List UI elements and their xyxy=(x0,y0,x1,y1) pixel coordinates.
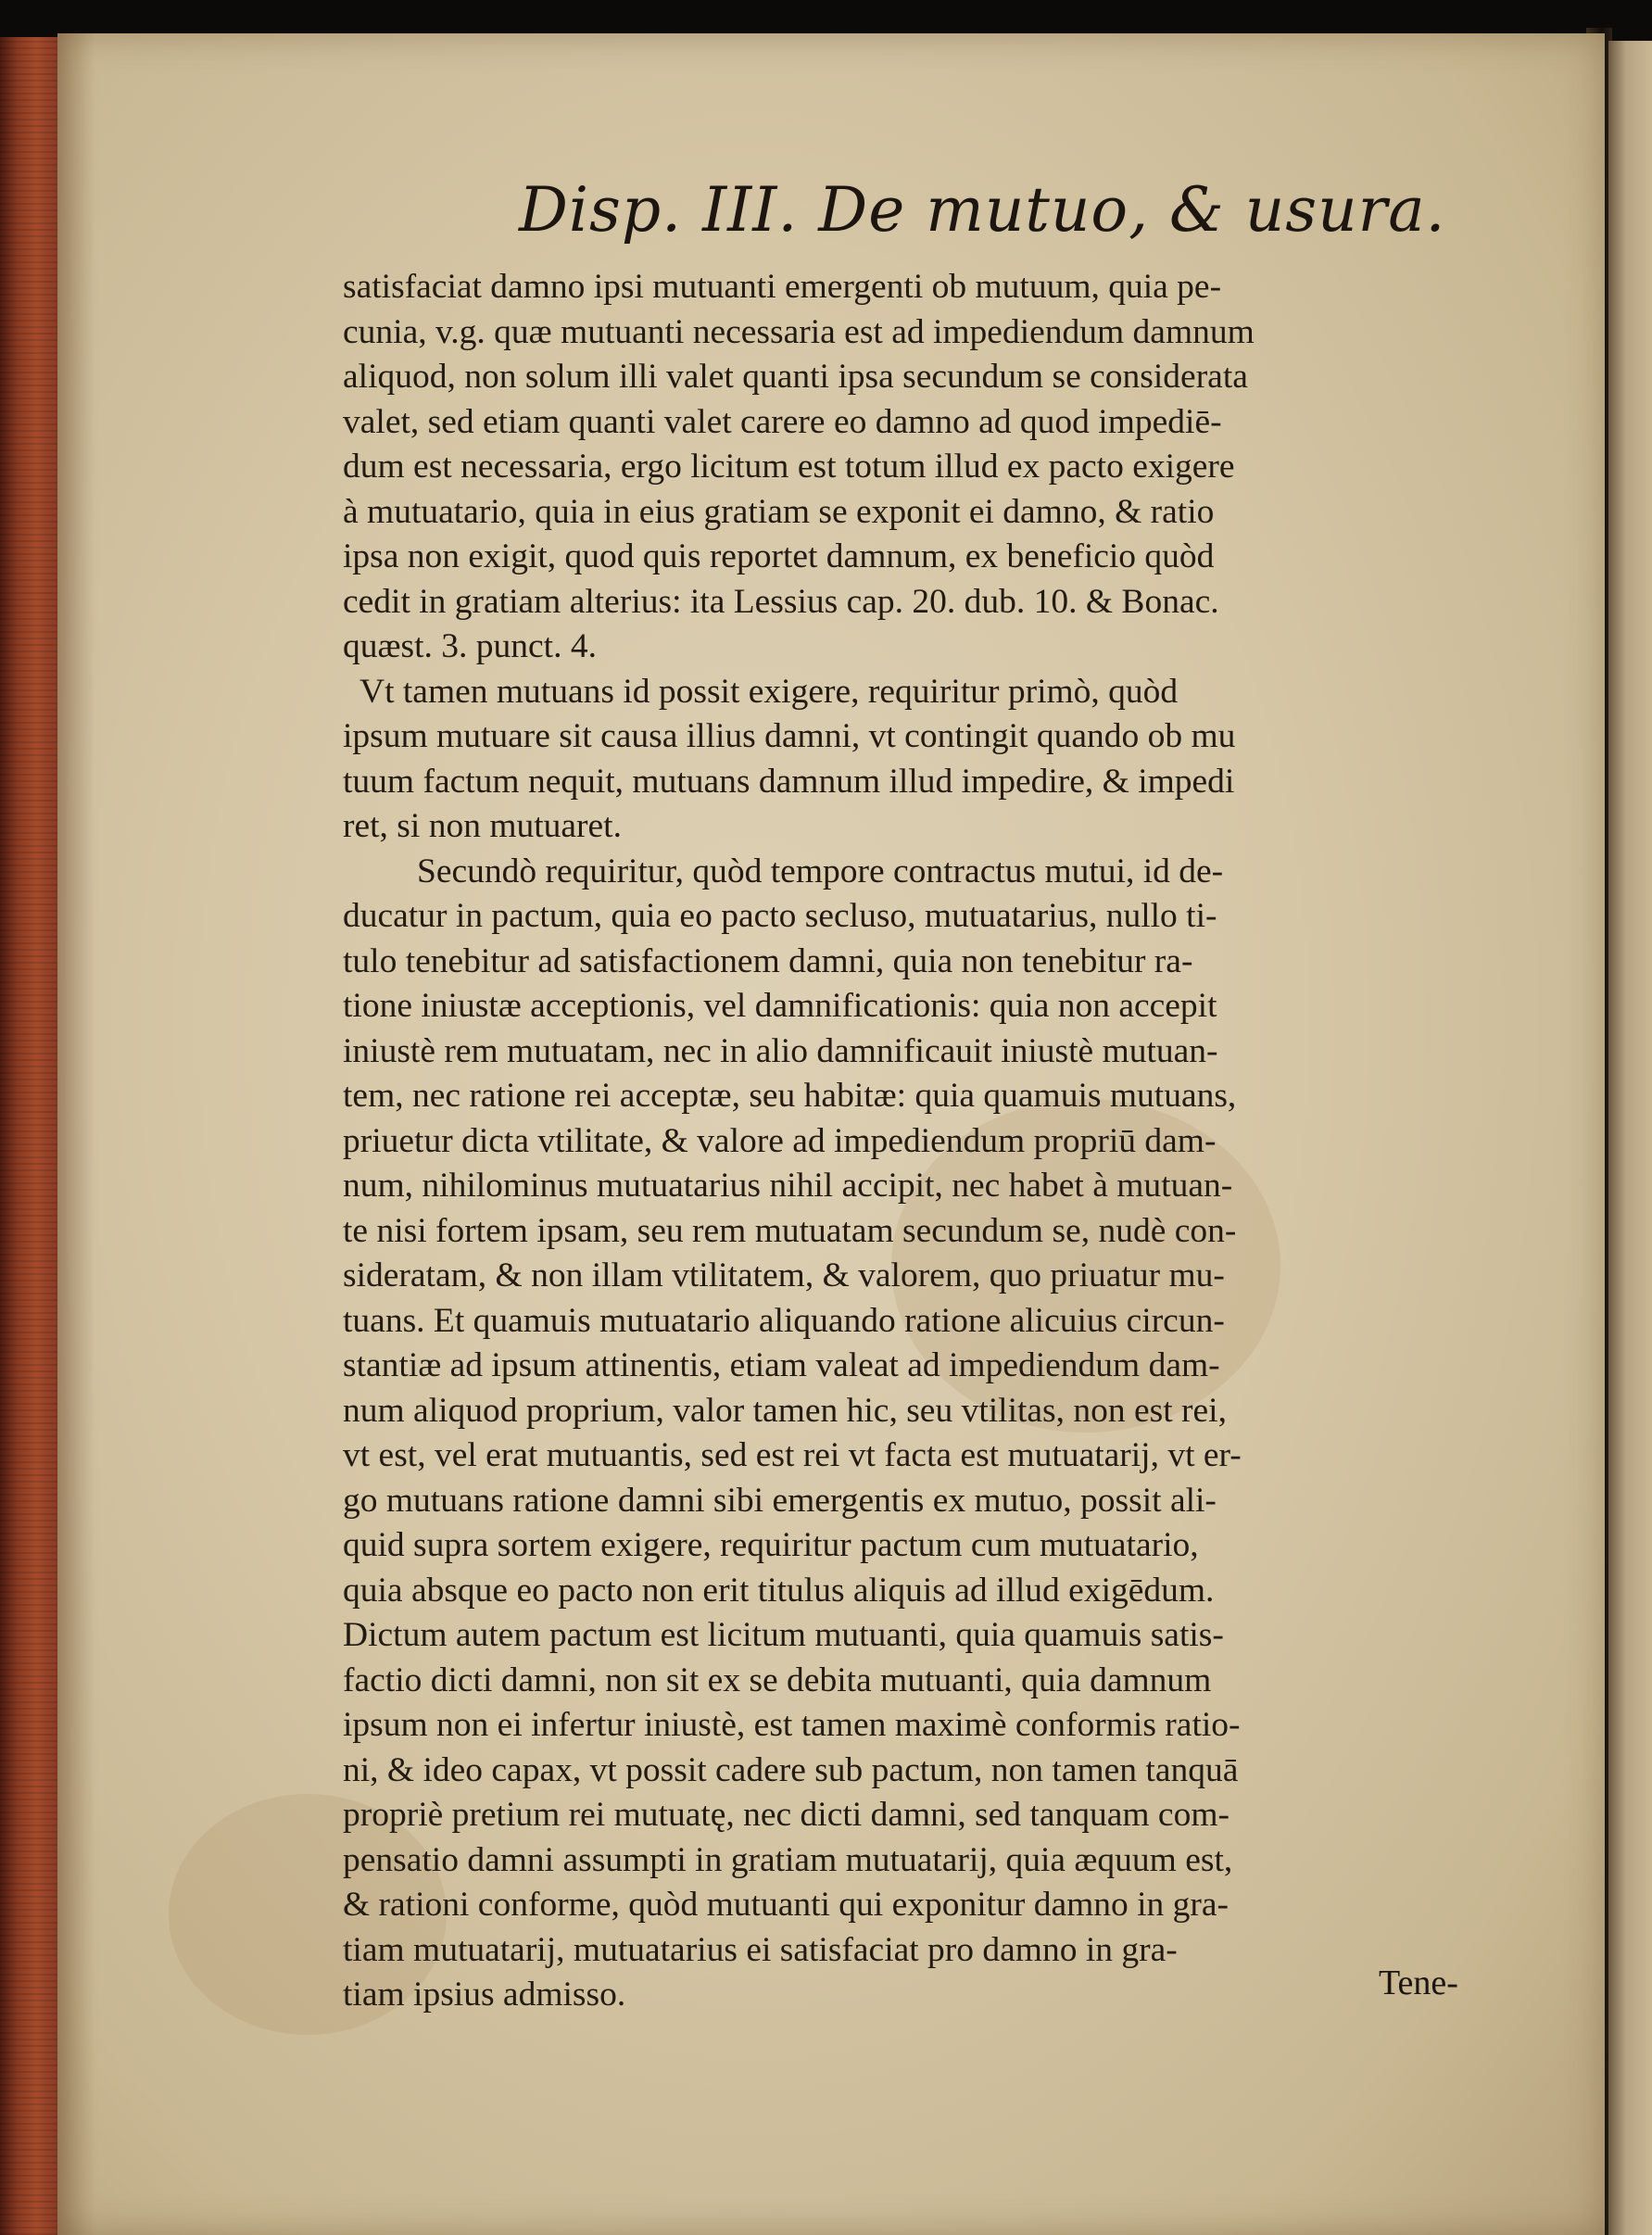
paragraph-start: Vt tamen mutuans id possit exigere, requiritur primò, quòd xyxy=(359,672,1179,711)
text-line: satisfaciat damno ipsi mutuanti emergenti ob mutuum, quia pe- xyxy=(343,268,1222,306)
text-line: tiam ipsius admisso. xyxy=(343,1976,626,2014)
text-line: cedit in gratiam alterius: ita Lessius cap. 20. dub. 10. & Bonac. xyxy=(343,582,1219,621)
text-line: num aliquod proprium, valor tamen hic, seu vtilitas, non est rei, xyxy=(343,1391,1227,1430)
text-line: tuum factum nequit, mutuans damnum illud impedire, & impedi xyxy=(343,762,1235,801)
text-line: tiam mutuatarij, mutuatarius ei satisfaciat pro damno in gra- xyxy=(343,1930,1178,1969)
text-line: ipsa non exigit, quod quis reportet damnum, ex beneficio quòd xyxy=(343,537,1215,575)
paragraph-start: Secundò requiritur, quòd tempore contractus mutui, id de- xyxy=(417,852,1224,890)
body-text xyxy=(343,265,1492,2018)
text-line: priuetur dicta vtilitate, & valore ad impediendum propriū dam- xyxy=(343,1121,1217,1160)
text-line: factio dicti damni, non sit ex se debita mutuanti, quia damnum xyxy=(343,1660,1212,1699)
facing-page-edge xyxy=(1608,41,1652,2235)
text-line: quia absque eo pacto non erit titulus aliquis ad illud exigēdum. xyxy=(343,1571,1215,1610)
running-head: Disp. III. De mutuo, & usura. xyxy=(519,174,1446,246)
text-line: cunia, v.g. quæ mutuanti necessaria est ad impediendum damnum xyxy=(343,312,1255,351)
text-line: sideratam, & non illam vtilitatem, & valorem, quo priuatur mu- xyxy=(343,1256,1225,1294)
text-line: dum est necessaria, ergo licitum est totum illud ex pacto exigere xyxy=(343,448,1235,486)
text-line: ipsum mutuare sit causa illius damni, vt contingit quando ob mu xyxy=(343,717,1236,755)
text-line: stantiæ ad ipsum attinentis, etiam valeat ad impediendum dam- xyxy=(343,1346,1220,1384)
text-line: ipsum non ei infertur iniustè, est tamen maximè conformis ratio- xyxy=(343,1706,1241,1744)
text-line: pensatio damni assumpti in gratiam mutuatarij, quia æquum est, xyxy=(343,1840,1233,1879)
text-line: quid supra sortem exigere, requiritur pactum cum mutuatario, xyxy=(343,1526,1199,1564)
text-line: iniustè rem mutuatam, nec in alio damnificauit iniustè mutuan- xyxy=(343,1031,1218,1070)
text-line: tem, nec ratione rei acceptæ, seu habitæ: quia quamuis mutuans, xyxy=(343,1077,1237,1115)
text-line: Dictum autem pactum est licitum mutuanti, quia quamuis satis- xyxy=(343,1616,1224,1654)
text-line: à mutuatario, quia in eius gratiam se exponit ei damno, & ratio xyxy=(343,492,1215,531)
text-line: te nisi fortem ipsam, seu rem mutuatam secundum se, nudè con- xyxy=(343,1211,1237,1250)
text-line: valet, sed etiam quanti valet carere eo damno ad quod impediē- xyxy=(343,402,1222,441)
text-line: ret, si non mutuaret. xyxy=(343,807,622,845)
text-line: tulo tenebitur ad satisfactionem damni, quia non tenebitur ra- xyxy=(343,941,1193,980)
text-line: tuans. Et quamuis mutuatario aliquando ratione alicuius circun- xyxy=(343,1301,1225,1340)
text-line: aliquod, non solum illi valet quanti ipsa secundum se considerata xyxy=(343,358,1248,396)
catchword: Tene- xyxy=(1379,1964,1458,2002)
text-line: num, nihilominus mutuatarius nihil accipit, nec habet à mutuan- xyxy=(343,1167,1233,1205)
text-line: ducatur in pactum, quia eo pacto secluso, mutuatarius, nullo ti- xyxy=(343,897,1217,935)
text-line: & rationi conforme, quòd mutuanti qui exponitur damno in gra- xyxy=(343,1886,1230,1924)
text-line: tione iniustæ acceptionis, vel damnificationis: quia non accepit xyxy=(343,987,1217,1025)
text-line: quæst. 3. punct. 4. xyxy=(343,627,597,665)
text-line: ni, & ideo capax, vt possit cadere sub pactum, non tamen tanquā xyxy=(343,1750,1239,1789)
text-line: vt est, vel erat mutuantis, sed est rei vt facta est mutuatarij, vt er- xyxy=(343,1436,1242,1474)
text-line: propriè pretium rei mutuatę, nec dicti damni, sed tanquam com- xyxy=(343,1796,1230,1834)
text-line: go mutuans ratione damni sibi emergentis ex mutuo, possit ali- xyxy=(343,1481,1217,1520)
